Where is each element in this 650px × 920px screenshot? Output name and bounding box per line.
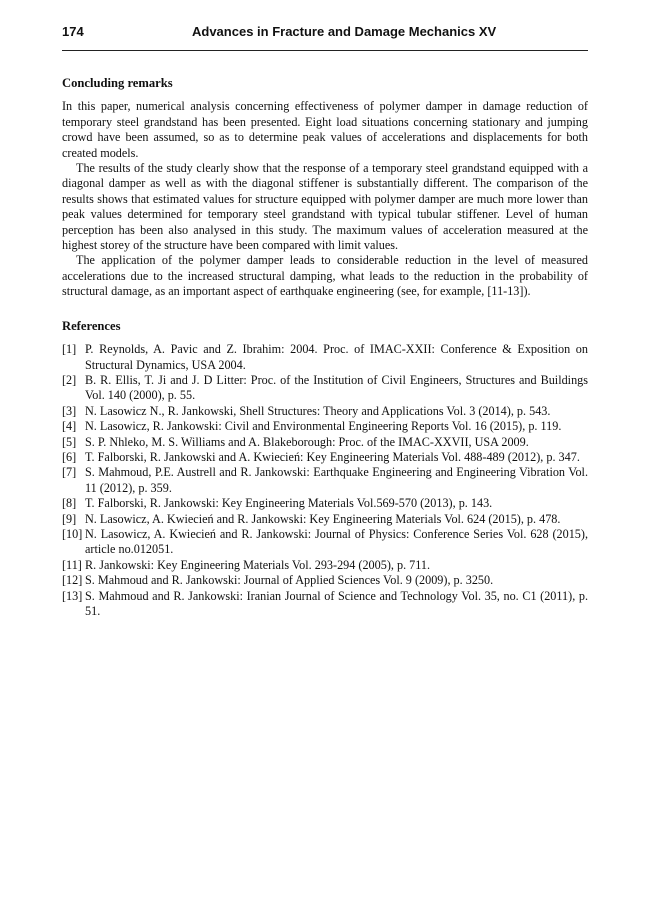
reference-item-13 [62,589,588,620]
reference-text: T. Falborski, R. Jankowski and A. Kwiecień: Key Engineering Materials Vol. 488-489 (2012), p. 347. [85,449,580,464]
main-content [62,76,588,619]
reference-item-10 [62,527,588,558]
reference-item-12 [62,573,588,588]
paragraph-1: In this paper, numerical analysis concerning effectiveness of polymer damper in damage reduction of temporary steel grandstand has been presented. Eight load situations concerning stationary and jumping crowd have been assumed, so as to determine peak values of accelerations and displacements for both created models. [62,99,588,160]
reference-text: N. Lasowicz, A. Kwiecień and R. Jankowski: Key Engineering Materials Vol. 624 (2015), p. 478. [85,511,561,526]
reference-text: S. P. Nhleko, M. S. Williams and A. Blakeborough: Proc. of the IMAC-XXVII, USA 2009. [85,434,529,449]
reference-item-5 [62,435,588,450]
reference-text: N. Lasowicz, R. Jankowski: Civil and Environmental Engineering Reports Vol. 16 (2015), p. 119. [85,419,562,434]
reference-item-6 [62,450,588,465]
reference-text: T. Falborski, R. Jankowski: Key Engineering Materials Vol.569-570 (2013), p. 143. [85,496,493,511]
reference-item-3 [62,404,588,419]
reference-text: S. Mahmoud and R. Jankowski: Iranian Journal of Science and Technology Vol. 35, no. C1 (2011), p. 51. [85,588,588,618]
reference-text: P. Reynolds, A. Pavic and Z. Ibrahim: 2004. Proc. of IMAC-XXII: Conference & Exposition on Structural Dynamics, USA 2004. [85,342,588,372]
reference-item-11 [62,558,588,573]
reference-text: S. Mahmoud, P.E. Austrell and R. Jankowski: Earthquake Engineering and Engineering Vibration Vol. 11 (2012), p. 359. [85,465,588,495]
reference-item-4 [62,419,588,434]
reference-text: N. Lasowicz N., R. Jankowski, Shell Structures: Theory and Applications Vol. 3 (2014), p. 543. [85,403,551,418]
reference-text: N. Lasowicz, A. Kwiecień and R. Jankowski: Journal of Physics: Conference Series Vol. 628 (2015), article no.012051. [85,526,588,557]
reference-text: R. Jankowski: Key Engineering Materials Vol. 293-294 (2005), p. 711. [85,557,431,572]
header-rule [62,50,588,51]
reference-item-1 [62,342,588,373]
paragraph-3: The application of the polymer damper leads to considerable reduction in the level of measured accelerations due to the increased structural damping, what leads to the reduction in the probability of structural damage, as an important aspect of earthquake engineering (see, for example, [11-13]). [62,253,588,299]
reference-number: [3] [62,403,77,418]
references-heading: References [62,318,121,333]
journal-title: Advances in Fracture and Damage Mechanics XV [192,24,497,39]
reference-number: [11] [62,557,82,572]
page-number: 174 [62,24,84,39]
running-header [62,24,588,44]
reference-number: [13] [62,588,83,603]
section-heading: Concluding remarks [62,76,173,90]
reference-number: [10] [62,526,83,541]
reference-number: [6] [62,449,77,464]
reference-text: B. R. Ellis, T. Ji and J. D Litter: Proc. of the Institution of Civil Engineers, Structures and Buildings Vol. 140 (2000), p. 55. [85,372,588,403]
reference-text: S. Mahmoud and R. Jankowski: Journal of Applied Sciences Vol. 9 (2009), p. 3250. [85,573,494,588]
reference-item-9 [62,512,588,527]
reference-number: [1] [62,342,77,357]
reference-item-7 [62,465,588,496]
reference-number: [12] [62,573,83,588]
reference-number: [9] [62,511,77,526]
paragraph-2: The results of the study clearly show that the response of a temporary steel grandstand equipped with a diagonal damper as well as with the diagonal stiffener is substantially different. The comparison of the results shows that estimated values for structure equipped with polymer damper are much more lower than peak values determined for temporary steel grandstand with typical tubular stiffener. Level of human perception has been also analysed in this study. The maximum values of acceleration measured at the highest storey of the structure have been compared with limit values. [62,161,588,253]
reference-number: [8] [62,496,77,511]
reference-item-8 [62,496,588,511]
reference-number: [4] [62,419,77,434]
reference-item-2 [62,373,588,404]
reference-number: [5] [62,434,77,449]
reference-list [62,342,588,619]
reference-number: [2] [62,372,77,387]
reference-number: [7] [62,465,77,480]
